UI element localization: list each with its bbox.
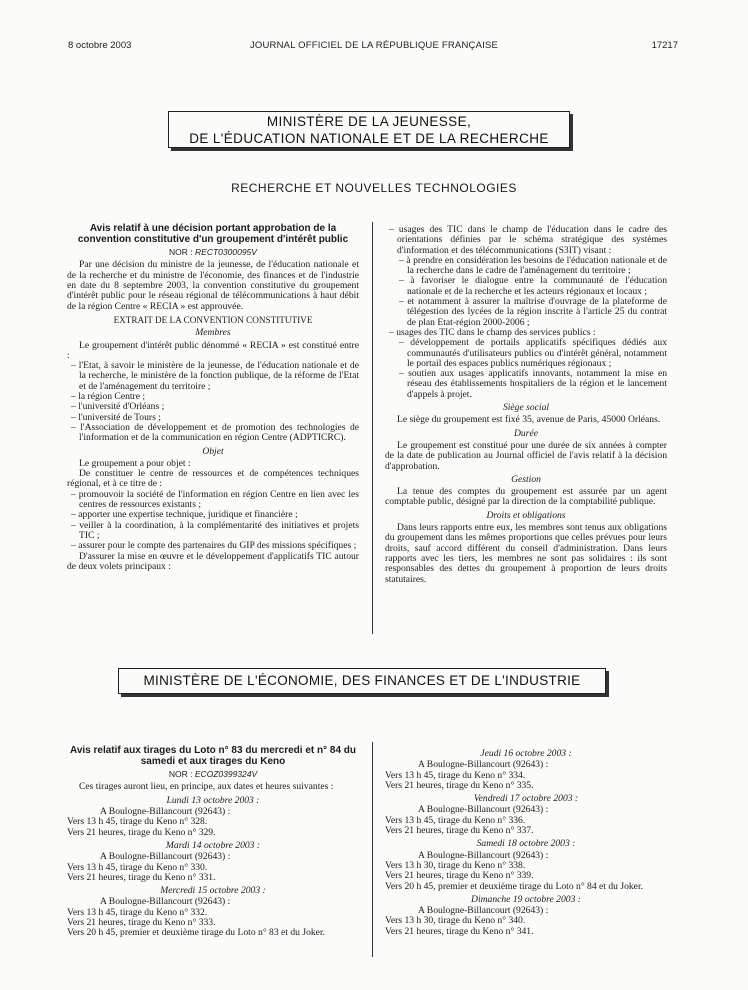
avis1-left-column — [67, 224, 359, 572]
header-journal-title: JOURNAL OFFICIEL DE LA RÉPUBLIQUE FRANÇAISE — [249, 40, 499, 51]
membres-intro: Le groupement d'intérêt public dénommé « RECIA » est constitué entre : — [67, 339, 359, 361]
draw-day-heading: Samedi 18 octobre 2003 : — [476, 838, 576, 850]
list-item: – à favoriser le dialogue entre la communauté de l'éducation nationale et de la recherche et les acteurs régionaux et locaux ; — [385, 276, 667, 297]
ministry-title-line-2: DE L'ÉDUCATION NATIONALE ET DE LA RECHERCHE — [189, 131, 549, 146]
draw-line: Vers 20 h 45, premier et deuxième tirage du Loto n° 84 et du Joker. — [385, 880, 644, 892]
duree-heading: Durée — [514, 427, 538, 439]
draw-place: A Boulogne-Billancourt (92643) : — [418, 759, 549, 771]
draw-line: Vers 13 h 45, tirage du Keno n° 332. — [67, 906, 208, 918]
nor-label: NOR : — [169, 247, 193, 258]
list-item: – usages des TIC dans le champ des services publics : — [385, 328, 667, 338]
objet-paragraph: De constituer le centre de ressources et de compétences techniques régional, et à ce titre de : — [67, 468, 359, 490]
draw-place: A Boulogne-Billancourt (92643) : — [100, 896, 231, 908]
draw-place: A Boulogne-Billancourt (92643) : — [418, 905, 549, 917]
usages-edu-sublist — [385, 256, 667, 328]
gestion-text: La tenue des comptes du groupement est assurée par un agent comptable public, désigné par la direction de la comptabilité publique. — [385, 486, 667, 508]
draw-day-heading: Lundi 13 octobre 2003 : — [166, 794, 260, 806]
list-item: – la région Centre ; — [67, 392, 359, 402]
nor-label: NOR : — [168, 769, 193, 780]
objet-heading: Objet — [202, 445, 224, 457]
draw-day-heading: Jeudi 16 octobre 2003 : — [480, 748, 572, 759]
draw-line: Vers 13 h 45, tirage du Keno n° 328. — [67, 816, 208, 828]
draw-line: Vers 13 h 45, tirage du Keno n° 334. — [385, 769, 526, 781]
draw-day-heading: Dimanche 19 octobre 2003 : — [471, 893, 581, 905]
draw-place: A Boulogne-Billancourt (92643) : — [418, 804, 549, 816]
avis1-intro: Par une décision du ministre de la jeunesse, de l'éducation nationale et de la recherche et du ministre de l'économie, des finances et de l'industrie en date du 8 septembre 2003, la convention constitutive du groupement d'intérêt public pour le réseau régional de télécommunications à haut débit de la région Centre « RECIA » est approuvée. — [67, 259, 359, 312]
list-item: – l'Association de développement et de promotion des technologies de l'information et de la communication en région Centre (ADPTICRC). — [67, 423, 359, 444]
avis2-right-column — [385, 749, 667, 937]
avis1-title: Avis relatif à une décision portant approbation de la convention constitutive d'un groupement d'intérêt public — [77, 223, 349, 245]
objet-paragraph: D'assurer la mise en œuvre et le développement d'applicatifs TIC autour de deux volets principaux : — [67, 550, 359, 572]
ministry-box-economy — [118, 668, 606, 694]
draw-day-heading: Vendredi 17 octobre 2003 : — [473, 793, 579, 805]
list-item: – assurer pour le compte des partenaires du GIP des missions spécifiques ; — [67, 541, 359, 551]
list-item: – et notamment à assurer la maîtrise d'ouvrage de la plateforme de télégestion des lycées de la région inscrite à l'article 25 du contrat de plan Etat-région 2000-2006 ; — [385, 297, 667, 328]
membres-heading: Membres — [195, 327, 231, 339]
extrait-heading: EXTRAIT DE LA CONVENTION CONSTITUTIVE — [113, 314, 313, 325]
membres-list — [67, 361, 359, 443]
list-item: – l'université de Tours ; — [67, 413, 359, 423]
list-item: – veiller à la coordination, à la complémentarité des initiatives et projets TIC ; — [67, 521, 359, 542]
draw-place: A Boulogne-Billancourt (92643) : — [418, 849, 549, 861]
avis1-nor — [67, 247, 359, 257]
duree-text: Le groupement est constitué pour une durée de six années à compter de la date de publication au Journal officiel de l'avis relatif à la décision d'approbation. — [385, 439, 667, 472]
column-divider — [372, 742, 373, 957]
objet-list — [67, 490, 359, 552]
header-date: 8 octobre 2003 — [68, 40, 132, 51]
ministry-title: MINISTÈRE DE L'ÉCONOMIE, DES FINANCES ET DE L'INDUSTRIE — [143, 673, 581, 688]
avis2-left-column — [67, 746, 359, 939]
draw-day-heading: Mercredi 15 octobre 2003 : — [160, 885, 266, 897]
draw-line: Vers 21 heures, tirage du Keno n° 333. — [67, 917, 216, 929]
avis2-title: Avis relatif aux tirages du Loto n° 83 du mercredi et n° 84 du samedi et aux tirages du Keno — [69, 745, 357, 767]
draw-line: Vers 13 h 30, tirage du Keno n° 340. — [385, 915, 526, 927]
draw-line: Vers 21 heures, tirage du Keno n° 339. — [385, 870, 534, 882]
draw-line: Vers 21 heures, tirage du Keno n° 331. — [67, 871, 216, 883]
droits-heading: Droits et obligations — [486, 509, 566, 521]
draw-line: Vers 13 h 45, tirage du Keno n° 336. — [385, 814, 526, 826]
siege-heading: Siège social — [502, 402, 550, 414]
draw-place: A Boulogne-Billancourt (92643) : — [100, 806, 231, 818]
draw-line: Vers 21 heures, tirage du Keno n° 341. — [385, 925, 534, 937]
column-divider — [372, 222, 373, 634]
section-title: RECHERCHE ET NOUVELLES TECHNOLOGIES — [231, 181, 517, 195]
draw-day-heading: Mardi 14 octobre 2003 : — [165, 839, 261, 851]
list-item: – apporter une expertise technique, juridique et financière ; — [67, 510, 359, 520]
draw-line: Vers 13 h 45, tirage du Keno n° 330. — [67, 861, 208, 873]
header-page-number: 17217 — [651, 40, 678, 51]
siege-text: Le siège du groupement est fixé 35, avenue de Paris, 45000 Orléans. — [397, 414, 661, 426]
nor-code: ECOZ0399324V — [194, 769, 258, 780]
draw-line: Vers 20 h 45, premier et deuxième tirage du Loto n° 83 et du Joker. — [67, 927, 326, 939]
avis2-intro: Ces tirages auront lieu, en principe, aux dates et heures suivantes : — [79, 781, 334, 793]
draw-place: A Boulogne-Billancourt (92643) : — [100, 851, 231, 863]
draw-line: Vers 21 heures, tirage du Keno n° 337. — [385, 825, 534, 837]
list-item: – usages des TIC dans le champ de l'éducation dans le cadre des orientations définies par le schéma stratégique des systèmes d'information et des télécommunications (S3IT) visant : — [385, 225, 667, 256]
list-item: – à prendre en considération les besoins de l'éducation nationale et de la recherche dans le cadre de l'aménagement du territoire ; — [385, 256, 667, 277]
draw-line: Vers 21 heures, tirage du Keno n° 335. — [385, 779, 534, 791]
list-item: – développement de portails applicatifs spécifiques dédiés aux communautés d'utilisateurs publics ou d'intérêt général, notamment le portail des espaces publics numériques régionaux ; — [385, 338, 667, 369]
gestion-heading: Gestion — [511, 473, 541, 485]
objet-intro: Le groupement a pour objet : — [79, 457, 191, 469]
list-item: – promouvoir la société de l'information en région Centre en lien avec les centres de ressources existants ; — [67, 490, 359, 511]
avis2-nor — [67, 769, 359, 779]
list-item: – l'université d'Orléans ; — [67, 402, 359, 412]
draw-line: Vers 13 h 30, tirage du Keno n° 338. — [385, 859, 526, 871]
droits-text: Dans leurs rapports entre eux, les membres sont tenus aux obligations du groupement dans les mêmes proportions que celles prévues pour leurs droits, sauf accord différent du conseil d'administration. Dans leurs rapports avec les tiers, les membres ne sont pas solidaires : ils sont responsables des dettes du groupement à proportion de leurs droits statutaires. — [385, 522, 667, 585]
nor-code: RECT0300095V — [195, 247, 257, 258]
usages-pub-sublist — [385, 338, 667, 400]
ministry-title-line-1: MINISTÈRE DE LA JEUNESSE, — [266, 114, 472, 129]
list-item: – soutien aux usages applicatifs innovants, notamment la mise en réseau des établissements hospitaliers de la région et le lancement d'appels à projet. — [385, 369, 667, 400]
list-item: – l'Etat, à savoir le ministère de la jeunesse, de l'éducation nationale et de la recherche, le ministère de la fonction publique, de la réforme de l'Etat et de l'aménagement du territoire ; — [67, 361, 359, 392]
ministry-box-education — [168, 111, 570, 148]
avis1-right-column — [385, 225, 667, 585]
draw-line: Vers 21 heures, tirage du Keno n° 329. — [67, 826, 216, 838]
usages-list — [385, 225, 667, 256]
